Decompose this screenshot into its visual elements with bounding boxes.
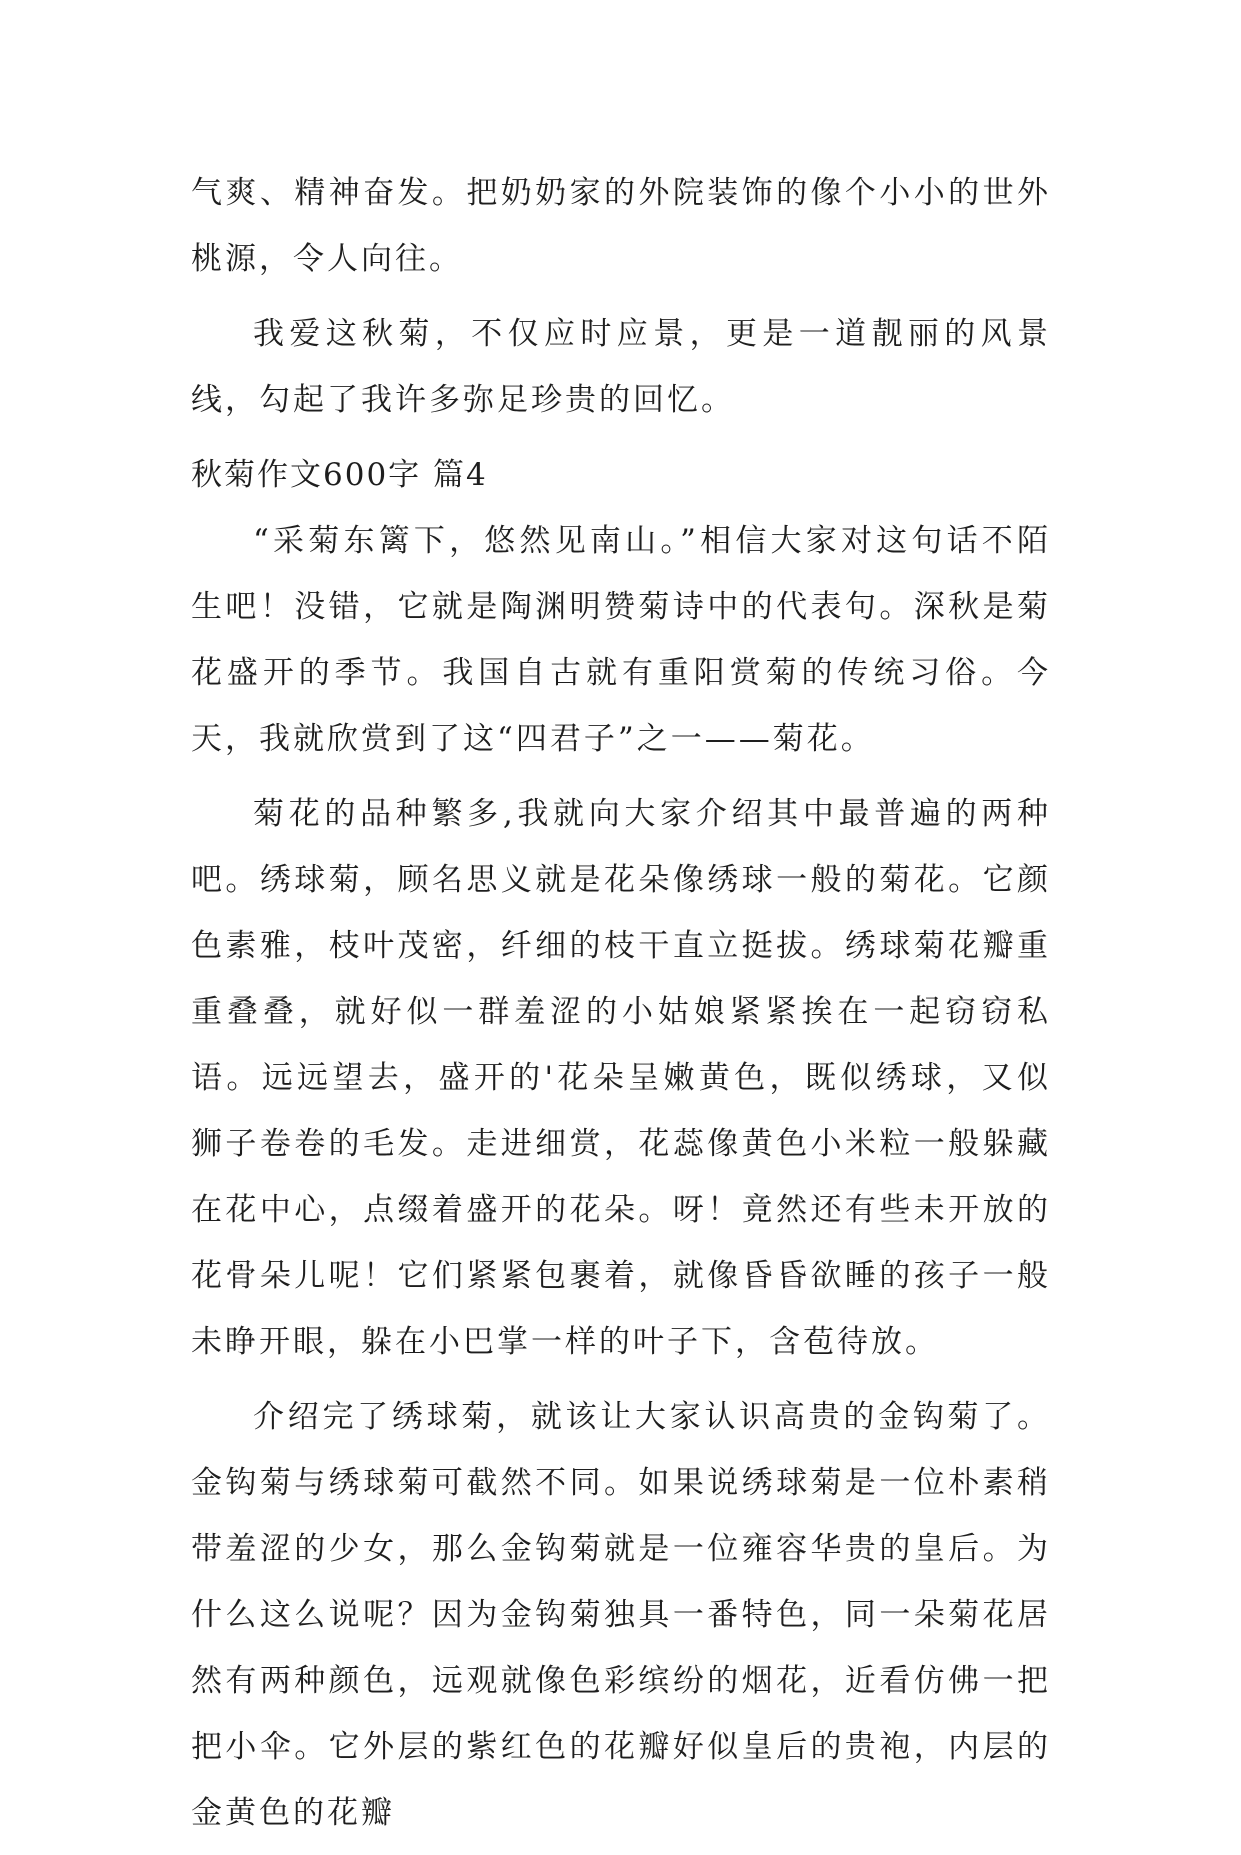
paragraph-golden-hook-chrysanthemum: 介绍完了绣球菊，就该让大家认识高贵的金钩菊了。金钩菊与绣球菊可截然不同。如果说绣球菊是一位朴素稍带羞涩的少女，那么金钩菊就是一位雍容华贵的皇后。为什么这么说呢？因为金钩菊独具一番特色，同一朵菊花居然有两种颜色，远观就像色彩缤纷的烟花，近看仿佛一把把小伞。它外层的紫红色的花瓣好似皇后的贵袍，内层的金黄色的花瓣 <box>191 1399 1051 1831</box>
paragraph-intro: “采菊东篱下，悠然见南山。”相信大家对这句话不陌生吧！没错，它就是陶渊明赞菊诗中的代表句。深秋是菊花盛开的季节。我国自古就有重阳赏菊的传统习俗。今天，我就欣赏到了这“四君子”之一——菊花。 <box>191 523 1051 757</box>
essay-heading: 秋菊作文600字 篇4 <box>191 457 488 493</box>
paragraph-hydrangea-chrysanthemum: 菊花的品种繁多,我就向大家介绍其中最普遍的两种吧。绣球菊，顾名思义就是花朵像绣球一般的菊花。它颜色素雅，枝叶茂密，纤细的枝干直立挺拔。绣球菊花瓣重重叠叠，就好似一群羞涩的小姑娘紧紧挨在一起窃窃私语。远远望去，盛开的'花朵呈嫩黄色，既似绣球，又似狮子卷卷的毛发。走进细赏，花蕊像黄色小米粒一般躲藏在花中心，点缀着盛开的花朵。呀！竟然还有些未开放的花骨朵儿呢！它们紧紧包裹着，就像昏昏欲睡的孩子一般未睁开眼，躲在小巴掌一样的叶子下，含苞待放。 <box>191 796 1051 1360</box>
document-body <box>191 160 1051 1855</box>
paragraph-love-autumn-chrysanthemum: 我爱这秋菊，不仅应时应景，更是一道靓丽的风景线，勾起了我许多弥足珍贵的回忆。 <box>191 316 1051 418</box>
paragraph-continued: 气爽、精神奋发。把奶奶家的外院装饰的像个小小的世外桃源，令人向往。 <box>191 175 1051 277</box>
